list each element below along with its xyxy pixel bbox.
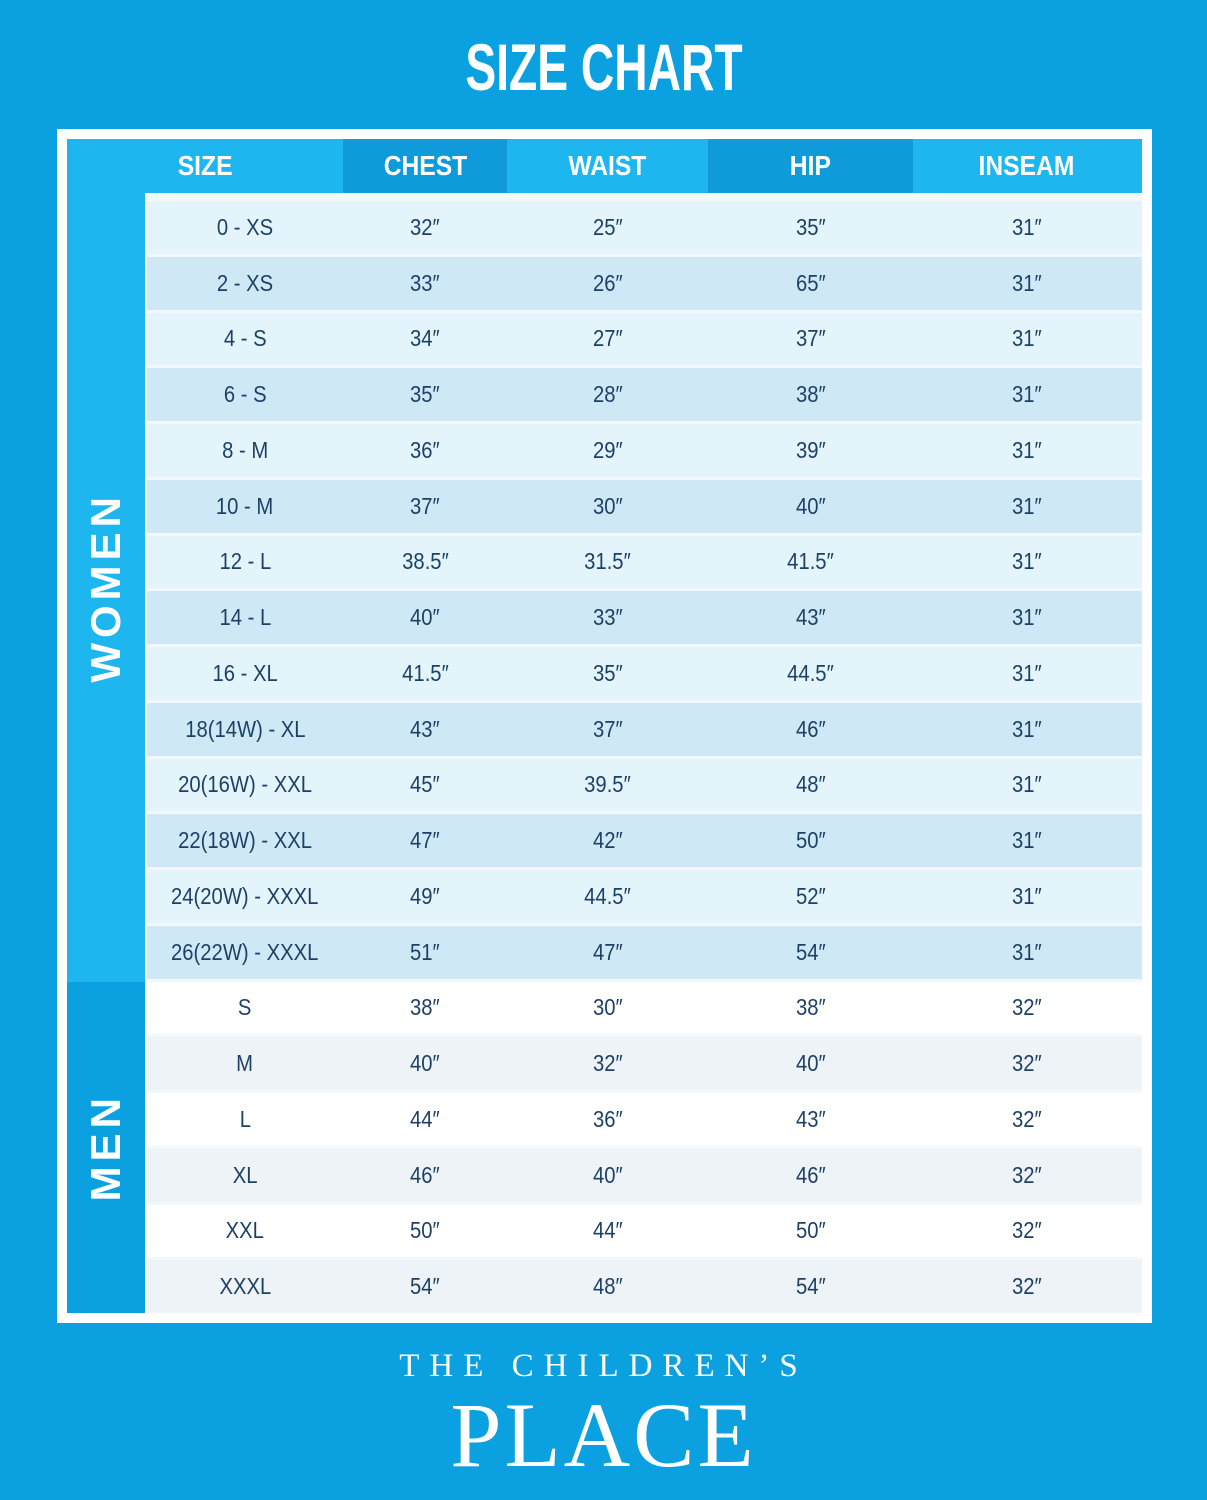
size-table-frame bbox=[57, 129, 1152, 1323]
column-header-chest: CHEST bbox=[343, 139, 507, 193]
measurement-cell: 30″ bbox=[592, 994, 623, 1021]
measurement-cell: 33″ bbox=[410, 269, 440, 296]
measurement-cell: 46″ bbox=[410, 1161, 440, 1188]
table-row bbox=[147, 1093, 1142, 1146]
measurement-cell: 40″ bbox=[410, 1050, 440, 1077]
measurement-cell: 32″ bbox=[1011, 1161, 1042, 1188]
measurement-cell: 41.5″ bbox=[401, 659, 449, 686]
table-row bbox=[147, 1205, 1142, 1258]
size-cell: 26(22W) - XXXL bbox=[171, 938, 319, 965]
measurement-cell: 44″ bbox=[592, 1217, 623, 1244]
measurement-cell: 31″ bbox=[1011, 882, 1042, 909]
measurement-cell: 31″ bbox=[1011, 771, 1042, 798]
measurement-cell: 27″ bbox=[592, 325, 623, 352]
measurement-cell: 31″ bbox=[1011, 436, 1042, 463]
size-cell: L bbox=[239, 1105, 251, 1132]
table-row bbox=[147, 759, 1142, 812]
measurement-cell: 40″ bbox=[592, 1161, 623, 1188]
size-cell: 20(16W) - XXL bbox=[178, 771, 312, 798]
measurement-cell: 38.5″ bbox=[401, 548, 449, 575]
table-row bbox=[147, 870, 1142, 923]
measurement-cell: 31″ bbox=[1011, 213, 1042, 240]
measurement-cell: 40″ bbox=[410, 604, 440, 631]
table-rows bbox=[145, 193, 1142, 1313]
measurement-cell: 41.5″ bbox=[787, 548, 834, 575]
table-row bbox=[147, 591, 1142, 644]
measurement-cell: 25″ bbox=[592, 213, 623, 240]
size-cell: 0 - XS bbox=[216, 213, 274, 240]
table-row bbox=[147, 424, 1142, 477]
measurement-cell: 32″ bbox=[1011, 994, 1042, 1021]
size-cell: 2 - XS bbox=[216, 269, 274, 296]
size-cell: 16 - XL bbox=[212, 659, 278, 686]
measurement-cell: 31″ bbox=[1011, 827, 1042, 854]
measurement-cell: 40″ bbox=[795, 1050, 826, 1077]
section-strip bbox=[67, 193, 145, 1313]
page-title-text: SIZE CHART bbox=[464, 30, 743, 104]
measurement-cell: 50″ bbox=[795, 1217, 826, 1244]
measurement-cell: 52″ bbox=[795, 882, 826, 909]
measurement-cell: 32″ bbox=[410, 213, 440, 240]
measurement-cell: 42″ bbox=[592, 827, 623, 854]
measurement-cell: 65″ bbox=[795, 269, 826, 296]
column-header-waist: WAIST bbox=[568, 150, 647, 181]
measurement-cell: 39.5″ bbox=[584, 771, 631, 798]
section-women bbox=[67, 193, 145, 982]
measurement-cell: 32″ bbox=[1011, 1217, 1042, 1244]
measurement-cell: 31″ bbox=[1011, 381, 1042, 408]
table-row bbox=[147, 536, 1142, 589]
measurement-cell: 31″ bbox=[1011, 938, 1042, 965]
page-title bbox=[0, 30, 1207, 104]
measurement-cell: 30″ bbox=[592, 492, 623, 519]
measurement-cell: 32″ bbox=[1011, 1273, 1042, 1300]
table-row bbox=[147, 647, 1142, 700]
measurement-cell: 46″ bbox=[795, 715, 826, 742]
size-cell: S bbox=[238, 994, 252, 1021]
size-cell: 22(18W) - XXL bbox=[178, 827, 312, 854]
column-header-size: SIZE bbox=[177, 150, 233, 181]
table-row bbox=[147, 926, 1142, 979]
table-row bbox=[147, 982, 1142, 1035]
measurement-cell: 31.5″ bbox=[584, 548, 631, 575]
size-cell: XXL bbox=[225, 1217, 265, 1244]
size-cell: 24(20W) - XXXL bbox=[171, 882, 319, 909]
measurement-cell: 48″ bbox=[795, 771, 826, 798]
measurement-cell: 54″ bbox=[795, 1273, 826, 1300]
measurement-cell: 32″ bbox=[1011, 1050, 1042, 1077]
measurement-cell: 44″ bbox=[410, 1105, 440, 1132]
measurement-cell: 47″ bbox=[592, 938, 623, 965]
measurement-cell: 31″ bbox=[1011, 604, 1042, 631]
measurement-cell: 48″ bbox=[592, 1273, 623, 1300]
measurement-cell: 38″ bbox=[410, 994, 440, 1021]
measurement-cell: 31″ bbox=[1011, 269, 1042, 296]
measurement-cell: 31″ bbox=[1011, 659, 1042, 686]
table-body-grid bbox=[67, 193, 1142, 1313]
measurement-cell: 31″ bbox=[1011, 548, 1042, 575]
measurement-cell: 37″ bbox=[795, 325, 826, 352]
measurement-cell: 32″ bbox=[592, 1050, 623, 1077]
table-row bbox=[147, 480, 1142, 533]
table-row bbox=[147, 313, 1142, 366]
measurement-cell: 40″ bbox=[795, 492, 826, 519]
measurement-cell: 35″ bbox=[592, 659, 623, 686]
size-table bbox=[67, 139, 1142, 1313]
measurement-cell: 54″ bbox=[795, 938, 826, 965]
size-cell: XXXL bbox=[219, 1273, 271, 1300]
brand-logo bbox=[0, 1348, 1207, 1486]
size-cell: 10 - M bbox=[216, 492, 274, 519]
measurement-cell: 31″ bbox=[1011, 715, 1042, 742]
measurement-cell: 26″ bbox=[592, 269, 623, 296]
table-row bbox=[147, 1149, 1142, 1202]
measurement-cell: 34″ bbox=[410, 325, 440, 352]
size-cell: M bbox=[236, 1050, 254, 1077]
measurement-cell: 29″ bbox=[592, 436, 623, 463]
measurement-cell: 44.5″ bbox=[787, 659, 834, 686]
table-row bbox=[147, 1037, 1142, 1090]
brand-name-bottom: PLACE bbox=[450, 1384, 757, 1486]
size-cell: 12 - L bbox=[219, 548, 271, 575]
measurement-cell: 35″ bbox=[410, 381, 440, 408]
table-row bbox=[147, 368, 1142, 421]
measurement-cell: 37″ bbox=[592, 715, 623, 742]
section-label-women: WOMEN bbox=[82, 491, 129, 683]
measurement-cell: 44.5″ bbox=[584, 882, 631, 909]
size-cell: 8 - M bbox=[221, 436, 269, 463]
measurement-cell: 37″ bbox=[410, 492, 440, 519]
table-header-row bbox=[67, 139, 1142, 193]
measurement-cell: 46″ bbox=[795, 1161, 826, 1188]
measurement-cell: 33″ bbox=[592, 604, 623, 631]
column-header-hip: HIP bbox=[708, 139, 913, 193]
measurement-cell: 43″ bbox=[795, 1105, 826, 1132]
table-row bbox=[147, 1260, 1142, 1313]
column-header-inseam: INSEAM bbox=[978, 150, 1075, 181]
measurement-cell: 39″ bbox=[795, 436, 826, 463]
measurement-cell: 36″ bbox=[410, 436, 440, 463]
table-row bbox=[147, 201, 1142, 254]
measurement-cell: 28″ bbox=[592, 381, 623, 408]
size-cell: 6 - S bbox=[223, 381, 267, 408]
measurement-cell: 54″ bbox=[410, 1273, 440, 1300]
size-cell: 14 - L bbox=[219, 604, 271, 631]
size-cell: 4 - S bbox=[223, 325, 267, 352]
brand-name-top: THE CHILDREN’S bbox=[399, 1348, 808, 1384]
measurement-cell: 50″ bbox=[410, 1217, 440, 1244]
measurement-cell: 45″ bbox=[410, 771, 440, 798]
measurement-cell: 51″ bbox=[410, 938, 440, 965]
section-label-men: MEN bbox=[82, 1093, 129, 1202]
measurement-cell: 43″ bbox=[795, 604, 826, 631]
measurement-cell: 31″ bbox=[1011, 325, 1042, 352]
measurement-cell: 49″ bbox=[410, 882, 440, 909]
measurement-cell: 38″ bbox=[795, 381, 826, 408]
size-cell: 18(14W) - XL bbox=[184, 715, 306, 742]
measurement-cell: 50″ bbox=[795, 827, 826, 854]
measurement-cell: 32″ bbox=[1011, 1105, 1042, 1132]
table-row bbox=[147, 257, 1142, 310]
table-row bbox=[147, 814, 1142, 867]
measurement-cell: 36″ bbox=[592, 1105, 623, 1132]
measurement-cell: 38″ bbox=[795, 994, 826, 1021]
size-cell: XL bbox=[232, 1161, 258, 1188]
measurement-cell: 31″ bbox=[1011, 492, 1042, 519]
table-row bbox=[147, 703, 1142, 756]
measurement-cell: 35″ bbox=[795, 213, 826, 240]
section-men bbox=[67, 982, 145, 1314]
measurement-cell: 43″ bbox=[410, 715, 440, 742]
measurement-cell: 47″ bbox=[410, 827, 440, 854]
